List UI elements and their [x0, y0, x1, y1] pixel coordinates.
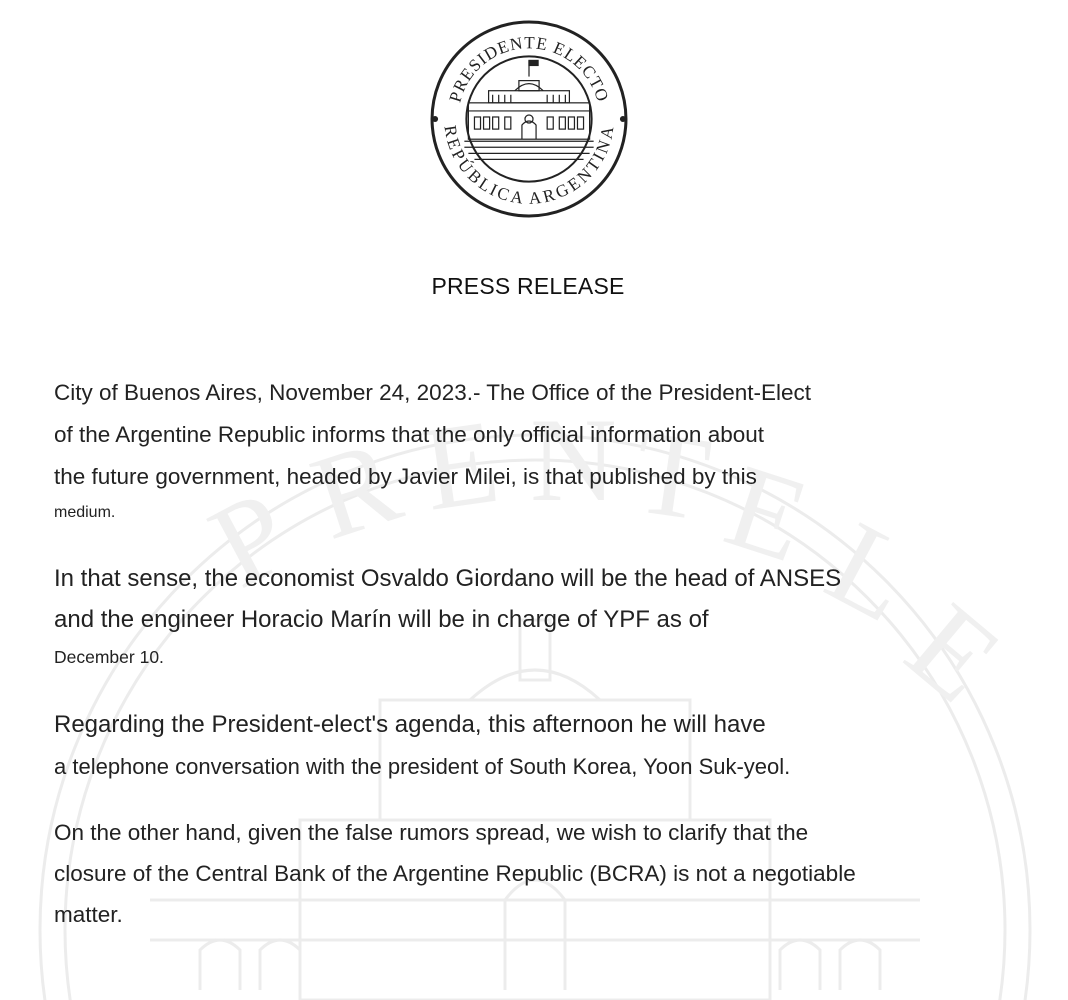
paragraph-intro [54, 372, 811, 528]
svg-text:P: P [189, 464, 312, 613]
svg-text:E: E [415, 393, 507, 536]
svg-text:E: E [883, 578, 1025, 728]
text-line: the future government, headed by Javier Milei, is that published by this [54, 464, 757, 489]
text-line: City of Buenos Aires, November 24, 2023.- The Office of the President-Elect [54, 380, 812, 405]
text-line: a telephone conversation with the president of South Korea, Yoon Suk-yeol. [54, 754, 791, 779]
text-line: December 10. [54, 647, 164, 667]
document-title: PRESS RELEASE [431, 273, 625, 299]
svg-text:L: L [807, 495, 935, 648]
text-line: and the engineer Horacio Marín will be in charge of YPF as of [54, 606, 709, 633]
text-line: In that sense, the economist Osvaldo Giordano will be the head of ANSES [54, 565, 842, 592]
paragraph-bcra [54, 812, 856, 935]
text-line: medium. [54, 504, 116, 521]
svg-text:PRESIDENTE ELECTO: PRESIDENTE ELECTO [445, 33, 613, 105]
text-line: of the Argentine Republic informs that the only official information about [54, 422, 765, 447]
svg-text:REPÚBLICA ARGENTINA: REPÚBLICA ARGENTINA [440, 124, 618, 208]
paragraph-agenda [54, 704, 790, 788]
svg-text:N: N [530, 393, 617, 526]
text-line: Regarding the President-elect's agenda, this afternoon he will have [54, 711, 766, 738]
paragraph-appointments [54, 558, 841, 674]
text-line: closure of the Central Bank of the Argentine Republic (BCRA) is not a negotiable [54, 861, 856, 886]
presidente-electo-seal [428, 18, 630, 220]
text-line: matter. [54, 902, 123, 927]
text-line: On the other hand, given the false rumors spread, we wish to clarify that the [54, 820, 809, 845]
svg-text:R: R [296, 413, 415, 565]
svg-text:E: E [711, 438, 823, 588]
svg-text:T: T [626, 404, 718, 546]
